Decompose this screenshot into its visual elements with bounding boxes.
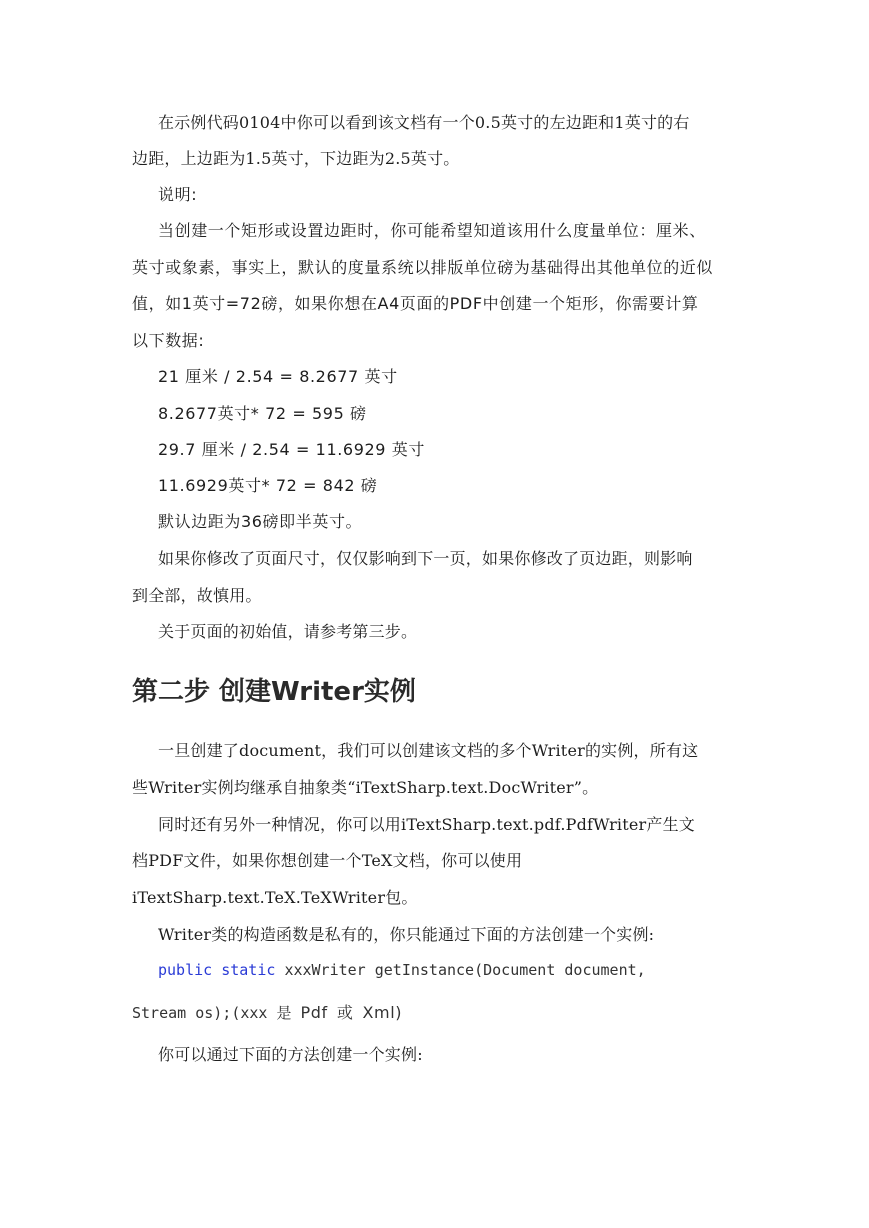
note-label: 说明: (158, 185, 198, 204)
paragraph-page-size-line-1: 如果你修改了页面尺寸，仅仅影响到下一页，如果你修改了页边距，则影响 (158, 549, 693, 568)
note-line-3: 值，如1英寸=72磅，如果你想在A4页面的PDF中创建一个矩形，你需要计算 (132, 294, 699, 313)
code-line-1 (158, 960, 646, 980)
section-line-2: 些Writer实例均继承自抽象类“iTextSharp.text.DocWriter”。 (132, 778, 599, 797)
calc-line-3: 29.7 厘米 / 2.54 = 11.6929 英寸 (158, 440, 425, 459)
calc-line-4: 11.6929英寸* 72 = 842 磅 (158, 476, 378, 495)
section-heading: 第二步 创建Writer实例 (132, 677, 416, 707)
section-line-6: Writer类的构造函数是私有的，你只能通过下面的方法创建一个实例: (158, 925, 655, 944)
paragraph-margins-line-2: 边距，上边距为1.5英寸，下边距为2.5英寸。 (132, 149, 460, 168)
code-stream-param: Stream os);(xxx 是 (132, 1004, 292, 1022)
section-line-1: 一旦创建了document，我们可以创建该文档的多个Writer的实例，所有这 (158, 741, 699, 760)
code-signature: xxxWriter getInstance(Document document, (284, 961, 646, 979)
section-line-4: 档PDF文件，如果你想创建一个TeX文档，你可以使用 (132, 851, 523, 870)
note-line-4: 以下数据: (132, 331, 205, 350)
code-xml-label: Xml) (362, 1003, 403, 1022)
note-line-1: 当创建一个矩形或设置边距时，你可能希望知道该用什么度量单位：厘米、 (158, 221, 706, 240)
section-line-5: iTextSharp.text.TeX.TeXWriter包。 (132, 888, 418, 907)
section-line-7: 你可以通过下面的方法创建一个实例: (158, 1045, 423, 1064)
calc-line-2: 8.2677英寸* 72 = 595 磅 (158, 404, 367, 423)
calc-line-1: 21 厘米 / 2.54 = 8.2677 英寸 (158, 367, 398, 386)
code-pdf-label: Pdf (300, 1003, 328, 1022)
paragraph-page-size-line-2: 到全部，故慎用。 (132, 586, 262, 605)
note-line-2: 英寸或象素，事实上，默认的度量系统以排版单位磅为基础得出其他单位的近似 (132, 258, 714, 277)
section-line-3: 同时还有另外一种情况，你可以用iTextSharp.text.pdf.PdfWriter产生文 (158, 815, 695, 834)
code-keyword-public: public (158, 961, 213, 979)
paragraph-initial-values: 关于页面的初始值，请参考第三步。 (158, 622, 418, 641)
default-margin-text: 默认边距为36磅即半英寸。 (158, 512, 363, 531)
code-or-label: 或 (336, 1003, 354, 1022)
paragraph-margins-line-1: 在示例代码0104中你可以看到该文档有一个0.5英寸的左边距和1英寸的右 (158, 113, 690, 132)
code-keyword-static: static (221, 961, 276, 979)
code-line-2 (132, 1003, 402, 1023)
